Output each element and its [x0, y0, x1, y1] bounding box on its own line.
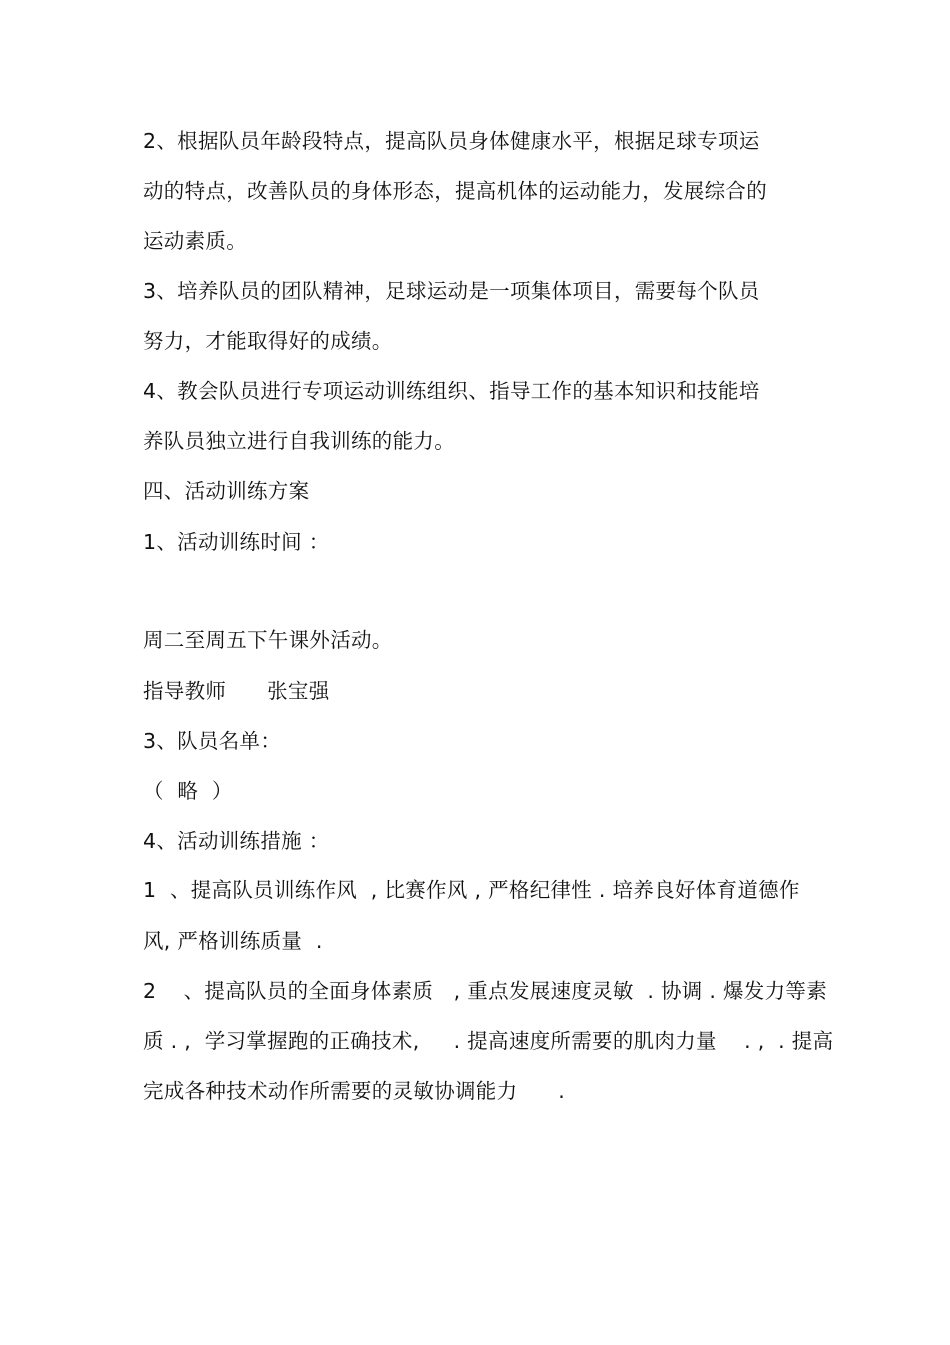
- paragraph-line: 完成各种技术动作所需要的灵敏协调能力 .: [143, 1079, 566, 1103]
- paragraph-line: 风, 严格训练质量 .: [143, 929, 323, 953]
- paragraph-line: 3、培养队员的团队精神，足球运动是一项集体项目，需要每个队员: [143, 279, 760, 303]
- paragraph-line: 1 、提高队员训练作风 , 比赛作风 , 严格纪律性 . 培养良好体育道德作: [143, 878, 800, 902]
- paragraph-line: （ 略 ）: [143, 779, 233, 803]
- paragraph-line: 周二至周五下午课外活动。: [143, 628, 393, 652]
- section-heading: 四、活动训练方案: [143, 479, 310, 503]
- paragraph-line: 动的特点，改善队员的身体形态，提高机体的运动能力，发展综合的: [143, 179, 767, 203]
- paragraph-line: 2 、提高队员的全面身体素质 , 重点发展速度灵敏 . 协调 . 爆发力等素: [143, 979, 828, 1003]
- paragraph-line: 1、活动训练时间 ：: [143, 530, 330, 554]
- paragraph-line: 4、活动训练措施 ：: [143, 829, 330, 853]
- paragraph-line: 运动素质。: [143, 229, 247, 253]
- paragraph-line: 质 . , 学习掌握跑的正确技术, . 提高速度所需要的肌肉力量 . , . 提高: [143, 1029, 834, 1053]
- paragraph-line: 3、队员名单：: [143, 729, 282, 753]
- paragraph-line: 养队员独立进行自我训练的能力。: [143, 429, 455, 453]
- paragraph-line: 2、根据队员年龄段特点，提高队员身体健康水平，根据足球专项运: [143, 129, 760, 153]
- paragraph-line: 指导教师 张宝强: [143, 679, 330, 703]
- paragraph-line: 努力，才能取得好的成绩。: [143, 329, 393, 353]
- paragraph-line: 4、教会队员进行专项运动训练组织、指导工作的基本知识和技能培: [143, 379, 760, 403]
